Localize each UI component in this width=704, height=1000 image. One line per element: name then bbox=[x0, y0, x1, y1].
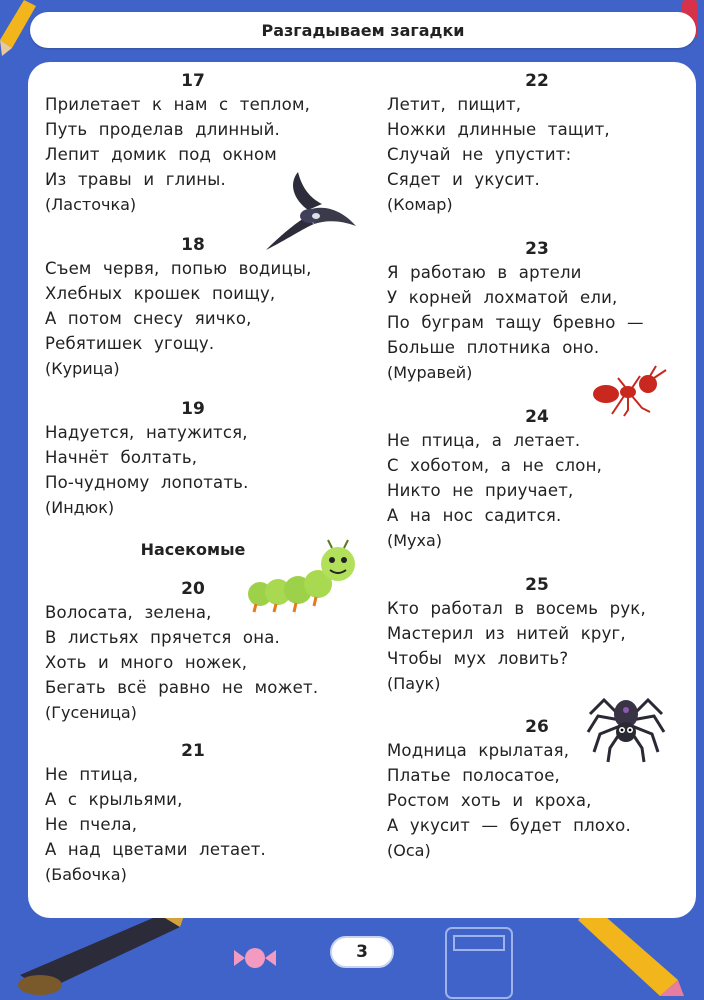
riddle-line: Не пчела, bbox=[45, 815, 138, 834]
riddle-answer: (Муравей) bbox=[387, 363, 473, 382]
riddle-answer: (Индюк) bbox=[45, 498, 115, 517]
riddle-number: 25 bbox=[525, 575, 549, 595]
riddle-number: 23 bbox=[525, 239, 549, 259]
riddle-19 bbox=[45, 398, 365, 520]
riddle-line: Из травы и глины. bbox=[45, 170, 226, 189]
riddle-number: 19 bbox=[181, 399, 205, 419]
page-header bbox=[30, 12, 696, 48]
riddle-answer: (Курица) bbox=[45, 359, 120, 378]
riddle-21 bbox=[45, 740, 365, 887]
riddle-number: 26 bbox=[525, 717, 549, 737]
riddle-line: Волосата, зелена, bbox=[45, 603, 212, 622]
riddle-answer: (Бабочка) bbox=[45, 865, 127, 884]
caterpillar-icon bbox=[242, 538, 358, 618]
riddle-line: Начнёт болтать, bbox=[45, 448, 198, 467]
riddle-line: Хлебных крошек поищу, bbox=[45, 284, 276, 303]
riddle-line: Модница крылатая, bbox=[387, 741, 570, 760]
riddle-answer: (Муха) bbox=[387, 531, 443, 550]
riddle-line: А потом снесу яичко, bbox=[45, 309, 252, 328]
riddle-number: 22 bbox=[525, 71, 549, 91]
riddle-23 bbox=[387, 238, 687, 385]
riddle-line: Платье полосатое, bbox=[387, 766, 561, 785]
riddle-line: Ребятишек угощу. bbox=[45, 334, 215, 353]
riddle-line: А на нос садится. bbox=[387, 506, 562, 525]
calculator-icon bbox=[440, 922, 520, 1000]
ant-icon bbox=[590, 364, 672, 420]
riddle-number: 18 bbox=[181, 235, 205, 255]
riddle-line: Больше плотника оно. bbox=[387, 338, 600, 357]
riddle-answer: (Паук) bbox=[387, 674, 441, 693]
candy-icon bbox=[232, 940, 278, 976]
riddle-answer: (Оса) bbox=[387, 841, 431, 860]
riddle-line: Лепит домик под окном bbox=[45, 145, 277, 164]
riddle-line: Не птица, bbox=[45, 765, 139, 784]
page-number: 3 bbox=[330, 936, 394, 968]
riddle-line: Хоть и много ножек, bbox=[45, 653, 248, 672]
riddle-line: Съем червя, попью водицы, bbox=[45, 259, 312, 278]
riddle-line: Путь проделав длинный. bbox=[45, 120, 280, 139]
riddle-answer: (Комар) bbox=[387, 195, 453, 214]
content-panel bbox=[28, 62, 696, 918]
riddle-line: Случай не упустит: bbox=[387, 145, 572, 164]
riddle-line: Сядет и укусит. bbox=[387, 170, 540, 189]
riddle-line: По-чудному лопотать. bbox=[45, 473, 249, 492]
swallow-icon bbox=[264, 170, 358, 252]
riddle-line: Не птица, а летает. bbox=[387, 431, 581, 450]
riddle-22 bbox=[387, 70, 687, 217]
riddle-number: 24 bbox=[525, 407, 549, 427]
riddle-number: 20 bbox=[181, 579, 205, 599]
header-title: Разгадываем загадки bbox=[261, 20, 465, 40]
riddle-line: А укусит — будет плохо. bbox=[387, 816, 631, 835]
riddle-line: Ростом хоть и кроха, bbox=[387, 791, 592, 810]
riddle-answer: (Гусеница) bbox=[45, 703, 137, 722]
section-title: Насекомые bbox=[140, 540, 246, 559]
riddle-answer: (Ласточка) bbox=[45, 195, 137, 214]
riddle-24 bbox=[387, 406, 687, 553]
riddle-line: А с крыльями, bbox=[45, 790, 183, 809]
spider-icon bbox=[584, 686, 668, 764]
riddle-number: 21 bbox=[181, 741, 205, 761]
riddle-line: По буграм тащу бревно — bbox=[387, 313, 644, 332]
riddle-number: 17 bbox=[181, 71, 205, 91]
riddle-line: Летит, пищит, bbox=[387, 95, 522, 114]
riddle-line: С хоботом, а не слон, bbox=[387, 456, 603, 475]
riddle-line: Чтобы мух ловить? bbox=[387, 649, 569, 668]
pen-icon bbox=[0, 905, 190, 1000]
riddle-line: Кто работал в восемь рук, bbox=[387, 599, 646, 618]
riddle-line: Я работаю в артели bbox=[387, 263, 582, 282]
riddle-line: Прилетает к нам с теплом, bbox=[45, 95, 311, 114]
pencil-icon bbox=[568, 910, 688, 1000]
riddle-line: Надуется, натужится, bbox=[45, 423, 248, 442]
riddle-line: А над цветами летает. bbox=[45, 840, 266, 859]
riddle-line: Бегать всё равно не может. bbox=[45, 678, 319, 697]
riddle-25 bbox=[387, 574, 687, 696]
riddle-line: В листьях прячется она. bbox=[45, 628, 280, 647]
riddle-line: Никто не приучает, bbox=[387, 481, 574, 500]
riddle-line: Ножки длинные тащит, bbox=[387, 120, 610, 139]
riddle-line: У корней лохматой ели, bbox=[387, 288, 618, 307]
riddle-18 bbox=[45, 234, 365, 381]
riddle-line: Мастерил из нитей круг, bbox=[387, 624, 626, 643]
